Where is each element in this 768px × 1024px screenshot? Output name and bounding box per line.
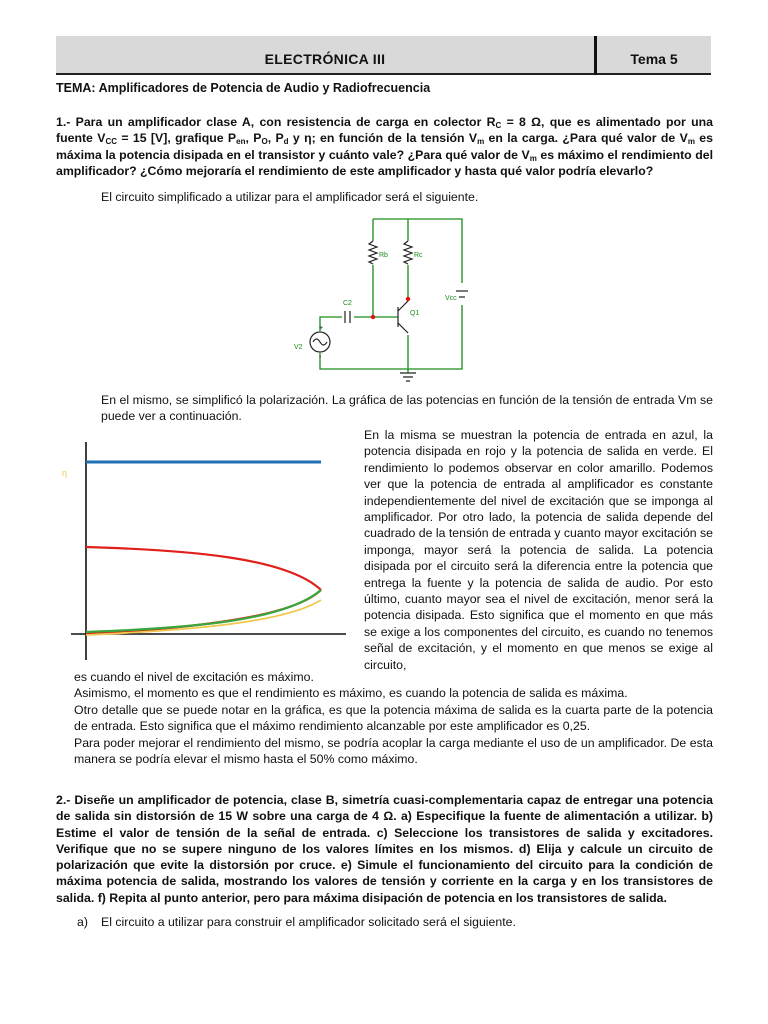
label-vcc: Vcc [445, 295, 457, 302]
node-rb [371, 315, 375, 319]
answer-a-text: El circuito a utilizar para construir el amplificador solicitado será el siguiente. [101, 915, 516, 929]
label-rc: Rc [414, 252, 423, 259]
analysis-text [74, 669, 713, 767]
analysis-line-3: Otro detalle que se puede notar en la gráfica, es que la potencia máxima de salida es la cuarta parte de la potencia de entrada. Esto significa que el máximo rendimiento alcanzable por este amplificador es 0,25. [74, 702, 713, 734]
graph-intro-text: En el mismo, se simplificó la polarización. La gráfica de las potencias en función de la tensión de entrada Vm se puede ver a continuación. [101, 393, 713, 424]
graph-description: En la misma se muestran la potencia de entrada en azul, la potencia disipada en rojo y la potencia de salida en verde. El rendimiento lo podemos observar en color amarillo. Podemos ver que la potencia de entrada al amplificador es constante independientemente del nivel de excitación que se imponga al amplificador. Por otro lado, la potencia de salida depende del cuadrado de la tensión de entrada y cuanto mayor excitación se imponga, mayor será la potencia de salida. La potencia disipada por el circuito será la diferencia entre la potencia que entrega la fuente y la potencia de salida de audio. Por esto último, cuanto mayor sea el nivel de excitación, menor será la potencia disipada. Esto significa que el momento en que más se exige a los componentes del circuito, es cuando no tenemos señal de excitación, y el momento en que menos se exige al circuito, [364, 428, 713, 672]
topic-number: Tema 5 [630, 51, 678, 67]
rb-resistor [369, 241, 377, 264]
label-rb: Rb [379, 252, 388, 259]
label-plus: + [319, 325, 324, 332]
analysis-line-2: Asimismo, el momento es que el rendimiento es máximo, es cuando la potencia de salida es máxima. [74, 686, 628, 701]
label-c2: C2 [343, 300, 352, 307]
power-graph [56, 432, 356, 660]
dissipated-power-curve [86, 547, 321, 590]
page-header [56, 36, 711, 75]
answer-a-mark: a) [77, 915, 88, 929]
rc-resistor [404, 241, 412, 264]
label-q1: Q1 [410, 310, 420, 317]
circuit-diagram [290, 213, 480, 385]
eta-label: η [62, 468, 68, 478]
answer-a [77, 915, 516, 929]
source-bottom-wire [320, 353, 408, 369]
topic-heading: TEMA: Amplificadores de Potencia de Audio y Radiofrecuencia [56, 81, 431, 95]
v2-sine [313, 339, 327, 345]
transistor-emitter [398, 323, 408, 333]
label-minus: - [319, 354, 322, 361]
question-2: 2.- Diseñe un amplificador de potencia, clase B, simetría cuasi-complementaria capaz de entregar una potencia de salida sin distorsión de 15 W sobre una carga de 4 Ω. a) Especifique la fuente de alimentación a utilizar. b) Estime el valor de tensión de la señal de entrada. c) Seleccione los transistores de salida y excitadores. Verifique que no se supere ninguno de los valores límites en los mismos. d) Elija y calcule un circuito de polarización que evite la distorsión por cruce. e) Simule el funcionamiento del circuito para la condición de máxima potencia de salida, mostrando los valores de tensión y corriente en la carga y en los transistores de salida. f) Repita al punto anterior, pero para máxima disipación de potencia en los transistores de salida. [56, 793, 713, 905]
top-rail-wire [373, 219, 462, 283]
node-rc [406, 297, 410, 301]
label-v2: V2 [294, 344, 303, 351]
analysis-line-1: es cuando el nivel de excitación es máximo. [74, 670, 314, 684]
output-power-curve [86, 590, 321, 632]
circuit-intro: El circuito simplificado a utilizar para el amplificador será el siguiente. [101, 190, 479, 204]
source-top-wire [320, 317, 342, 331]
ground-symbol [400, 373, 416, 381]
course-title: ELECTRÓNICA III [264, 51, 386, 67]
transistor-collector [398, 301, 408, 311]
question-1: 1.- Para un amplificador clase A, con resistencia de carga en colector $R_C = 8$ Ω, que es alimentado por una fuente $V_{CC} = 15$ [V], grafique $P_{en}$, $P_O$, $P_d$ y η; en función de la tensión $V_m$ en la carga. ¿Para qué valor de $V_m$ es máxima la potencia disipada en el transistor y cuánto vale? ¿Para qué valor de $V_m$ es máximo el rendimiento del amplificador? ¿Cómo mejoraría el rendimiento de este amplificador y hasta qué valor podría elevarlo? [56, 115, 713, 178]
analysis-line-4: Para poder mejorar el rendimiento del mismo, se podría acoplar la carga mediante el uso de un amplificador. De esta manera se podría elevar el mismo hasta el 50% como máximo. [74, 735, 713, 767]
